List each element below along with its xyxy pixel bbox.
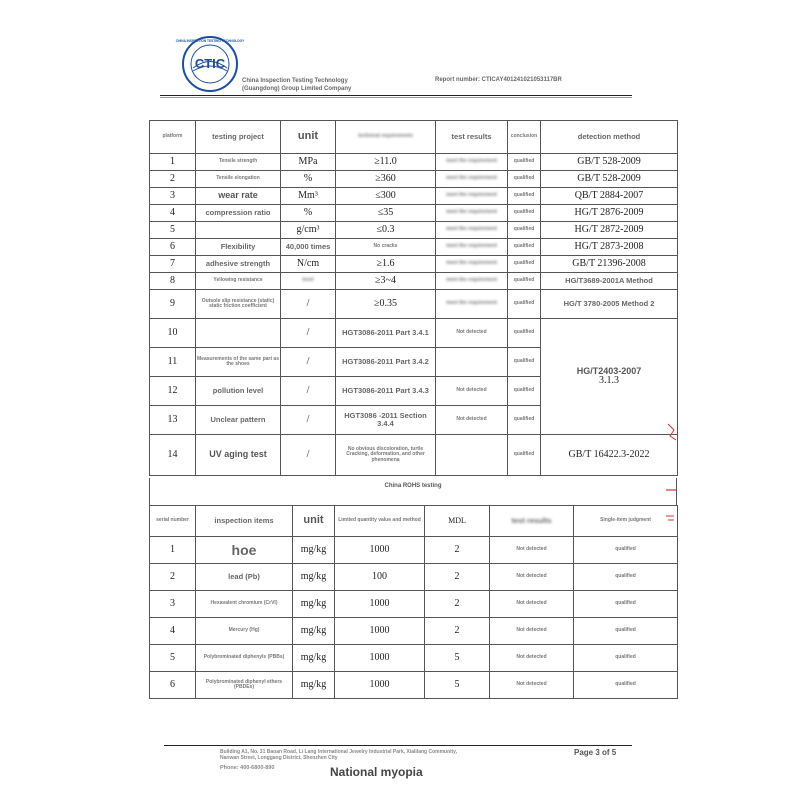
col-header-mdl: MDL xyxy=(425,506,490,537)
row-unit: Mm³ xyxy=(281,188,336,205)
row-item: Hexavalent chromium (CrVI) xyxy=(196,591,293,618)
footer-address: Building A1, No. 31 Baoan Road, Li Lang International Jewelry Industrial Park, Xialilang Community, Nanwan Street, Longgang District, Shenzhen City xyxy=(220,749,457,761)
row-item: Measurements of the same part as the shoes xyxy=(196,348,281,377)
row-item xyxy=(196,319,281,348)
row-limit: 100 xyxy=(335,564,425,591)
row-conclusion: qualified xyxy=(508,171,541,188)
row-item: Mercury (Hg) xyxy=(196,618,293,645)
company-name: China Inspection Testing Technology (Guangdong) Group Limited Company xyxy=(242,78,352,92)
logo-ring-text: CHINA INSPECTION TESTING TECHNOLOGY xyxy=(175,39,245,43)
row-number: 4 xyxy=(150,205,196,222)
row-unit: / xyxy=(281,377,336,406)
row-conclusion: qualified xyxy=(508,348,541,377)
row-mdl: 2 xyxy=(425,564,490,591)
row-conclusion: qualified xyxy=(508,239,541,256)
row-item: Unclear pattern xyxy=(196,406,281,435)
row-requirement: HGT3086-2011 Part 3.4.2 xyxy=(336,348,436,377)
row-mdl: 2 xyxy=(425,591,490,618)
row-number: 8 xyxy=(150,273,196,290)
row-number: 9 xyxy=(150,290,196,319)
row-item: Tensile elongation xyxy=(196,171,281,188)
row-number: 14 xyxy=(150,435,196,476)
row-method: HG/T 2872-2009 xyxy=(541,222,678,239)
row-number: 5 xyxy=(150,222,196,239)
row-number: 3 xyxy=(150,188,196,205)
row-unit: mg/kg xyxy=(293,672,335,699)
rohs-test-table xyxy=(149,505,678,699)
row-requirement: HGT3086 -2011 Section 3.4.4 xyxy=(336,406,436,435)
header-divider xyxy=(160,95,632,96)
merged-method-code: HG/T2403-2007 xyxy=(576,365,642,376)
row-unit: / xyxy=(281,290,336,319)
logo-text: CTIC xyxy=(194,56,226,71)
row-unit: / xyxy=(281,406,336,435)
row-result: Not detected xyxy=(436,406,508,435)
row-number: 3 xyxy=(150,591,196,618)
row-result: Not detected xyxy=(490,564,574,591)
row-judgment: qualified xyxy=(574,564,678,591)
row-unit: / xyxy=(281,319,336,348)
row-requirement: ≥11.0 xyxy=(336,154,436,171)
row-result: meet the requirement xyxy=(436,188,508,205)
table-row xyxy=(150,537,678,564)
table-row xyxy=(150,205,678,222)
row-limit: 1000 xyxy=(335,537,425,564)
row-requirement: ≥360 xyxy=(336,171,436,188)
table-row xyxy=(150,154,678,171)
col-header-items: inspection items xyxy=(196,506,293,537)
row-item: compression ratio xyxy=(196,205,281,222)
row-requirement: ≤0.3 xyxy=(336,222,436,239)
row-result: Not detected xyxy=(490,591,574,618)
row-method: HG/T 2873-2008 xyxy=(541,239,678,256)
row-result: Not detected xyxy=(490,618,574,645)
row-number: 11 xyxy=(150,348,196,377)
row-number: 12 xyxy=(150,377,196,406)
col-header-unit: unit xyxy=(293,506,335,537)
col-header-conclusion: conclusion xyxy=(508,121,541,154)
row-result: Not detected xyxy=(490,537,574,564)
row-number: 6 xyxy=(150,239,196,256)
table-row xyxy=(150,171,678,188)
row-unit: 40,000 times xyxy=(281,239,336,256)
row-judgment: qualified xyxy=(574,672,678,699)
table-row xyxy=(150,188,678,205)
row-result: meet the requirement xyxy=(436,256,508,273)
row-requirement: ≤35 xyxy=(336,205,436,222)
row-conclusion: qualified xyxy=(508,205,541,222)
table-row xyxy=(150,319,678,348)
table-row xyxy=(150,256,678,273)
row-unit: mg/kg xyxy=(293,591,335,618)
row-result: meet the requirement xyxy=(436,273,508,290)
table-header-row xyxy=(150,121,678,154)
header-divider-secondary xyxy=(160,97,632,98)
row-result: Not detected xyxy=(490,672,574,699)
table-row xyxy=(150,222,678,239)
row-limit: 1000 xyxy=(335,618,425,645)
row-result: Not detected xyxy=(436,377,508,406)
row-item: Flexibility xyxy=(196,239,281,256)
row-item: Yellowing resistance xyxy=(196,273,281,290)
col-header-results: test results xyxy=(490,506,574,537)
table-row xyxy=(150,435,678,476)
col-header-serial: serial number xyxy=(150,506,196,537)
row-unit: mg/kg xyxy=(293,645,335,672)
row-number: 1 xyxy=(150,154,196,171)
row-number: 1 xyxy=(150,537,196,564)
physical-test-table xyxy=(149,120,678,476)
col-header-platform: platform xyxy=(150,121,196,154)
row-item: pollution level xyxy=(196,377,281,406)
row-item: Polybrominated diphenyls (PBBs) xyxy=(196,645,293,672)
table-header-row xyxy=(150,506,678,537)
row-method: GB/T 21396-2008 xyxy=(541,256,678,273)
row-judgment: qualified xyxy=(574,537,678,564)
row-mdl: 5 xyxy=(425,645,490,672)
row-conclusion: qualified xyxy=(508,319,541,348)
row-method: GB/T 528-2009 xyxy=(541,171,678,188)
row-result: Not detected xyxy=(436,319,508,348)
row-conclusion: qualified xyxy=(508,377,541,406)
overlay-caption: National myopia xyxy=(330,765,423,779)
footer-divider xyxy=(164,745,632,746)
row-mdl: 2 xyxy=(425,618,490,645)
rohs-section-banner: China ROHS testing xyxy=(149,478,677,506)
row-unit: mg/kg xyxy=(293,618,335,645)
report-number: Report number: CTICAY401241021053117BR xyxy=(435,77,562,83)
col-header-method: detection method xyxy=(541,121,678,154)
row-method: GB/T 16422.3-2022 xyxy=(541,435,678,476)
merged-method-cell xyxy=(541,319,678,435)
row-conclusion: qualified xyxy=(508,154,541,171)
row-requirement: ≥1.6 xyxy=(336,256,436,273)
row-unit: g/cm³ xyxy=(281,222,336,239)
row-conclusion: qualified xyxy=(508,435,541,476)
row-unit: % xyxy=(281,205,336,222)
table-row xyxy=(150,672,678,699)
row-number: 4 xyxy=(150,618,196,645)
row-result xyxy=(436,435,508,476)
row-item: UV aging test xyxy=(196,435,281,476)
row-unit: MPa xyxy=(281,154,336,171)
col-header-unit: unit xyxy=(281,121,336,154)
row-number: 2 xyxy=(150,171,196,188)
row-mdl: 5 xyxy=(425,672,490,699)
row-requirement: ≥3~4 xyxy=(336,273,436,290)
col-header-judgment: Single-item judgment xyxy=(574,506,678,537)
row-conclusion: qualified xyxy=(508,290,541,319)
table-row xyxy=(150,290,678,319)
row-limit: 1000 xyxy=(335,672,425,699)
row-item: Polybrominated diphenyl ethers (PBDEs) xyxy=(196,672,293,699)
row-number: 7 xyxy=(150,256,196,273)
page-indicator: Page 3 of 5 xyxy=(574,748,617,757)
row-requirement: No obvious discoloration, turtle Cracking, deformation, and other phenomena xyxy=(336,435,436,476)
row-method: GB/T 528-2009 xyxy=(541,154,678,171)
row-judgment: qualified xyxy=(574,591,678,618)
row-limit: 1000 xyxy=(335,645,425,672)
row-item: lead (Pb) xyxy=(196,564,293,591)
table-row xyxy=(150,239,678,256)
row-unit: level xyxy=(281,273,336,290)
row-item: Tensile strength xyxy=(196,154,281,171)
row-limit: 1000 xyxy=(335,591,425,618)
row-unit: N/cm xyxy=(281,256,336,273)
row-result: meet the requirement xyxy=(436,154,508,171)
merged-method-section: 3.1.3 xyxy=(599,374,619,386)
table-row xyxy=(150,618,678,645)
row-requirement: ≥0.35 xyxy=(336,290,436,319)
row-unit: / xyxy=(281,435,336,476)
row-judgment: qualified xyxy=(574,645,678,672)
row-judgment: qualified xyxy=(574,618,678,645)
row-method: QB/T 2884-2007 xyxy=(541,188,678,205)
row-number: 2 xyxy=(150,564,196,591)
col-header-requirements: technical requirements xyxy=(336,121,436,154)
row-unit: / xyxy=(281,348,336,377)
row-result: meet the requirement xyxy=(436,290,508,319)
row-item: wear rate xyxy=(196,188,281,205)
row-number: 10 xyxy=(150,319,196,348)
ctic-logo xyxy=(175,35,245,93)
footer-phone: Phone: 400-6800-890 xyxy=(220,765,275,771)
table-row xyxy=(150,645,678,672)
col-header-results: test results xyxy=(436,121,508,154)
margin-marks xyxy=(662,420,682,540)
row-unit: mg/kg xyxy=(293,564,335,591)
row-method: HG/T 3780-2005 Method 2 xyxy=(541,290,678,319)
row-requirement: No cracks xyxy=(336,239,436,256)
table-row xyxy=(150,273,678,290)
row-item: hoe xyxy=(196,537,293,564)
col-header-limit: Limited quantity value and method xyxy=(335,506,425,537)
row-unit: mg/kg xyxy=(293,537,335,564)
row-result: Not detected xyxy=(490,645,574,672)
row-item xyxy=(196,222,281,239)
row-method: HG/T 2876-2009 xyxy=(541,205,678,222)
row-method: HG/T3689-2001A Method xyxy=(541,273,678,290)
row-conclusion: qualified xyxy=(508,222,541,239)
row-number: 13 xyxy=(150,406,196,435)
row-requirement: HGT3086-2011 Part 3.4.3 xyxy=(336,377,436,406)
row-number: 6 xyxy=(150,672,196,699)
row-unit: % xyxy=(281,171,336,188)
row-mdl: 2 xyxy=(425,537,490,564)
row-requirement: HGT3086-2011 Part 3.4.1 xyxy=(336,319,436,348)
row-conclusion: qualified xyxy=(508,188,541,205)
row-conclusion: qualified xyxy=(508,406,541,435)
row-item: Outsole slip resistance (static) static friction coefficient xyxy=(196,290,281,319)
row-conclusion: qualified xyxy=(508,256,541,273)
row-result: meet the requirement xyxy=(436,171,508,188)
table-row xyxy=(150,564,678,591)
table-row xyxy=(150,591,678,618)
row-item: adhesive strength xyxy=(196,256,281,273)
row-conclusion: qualified xyxy=(508,273,541,290)
row-requirement: ≤300 xyxy=(336,188,436,205)
row-result: meet the requirement xyxy=(436,205,508,222)
row-result: meet the requirement xyxy=(436,239,508,256)
col-header-project: testing project xyxy=(196,121,281,154)
row-number: 5 xyxy=(150,645,196,672)
row-result: meet the requirement xyxy=(436,222,508,239)
row-result xyxy=(436,348,508,377)
